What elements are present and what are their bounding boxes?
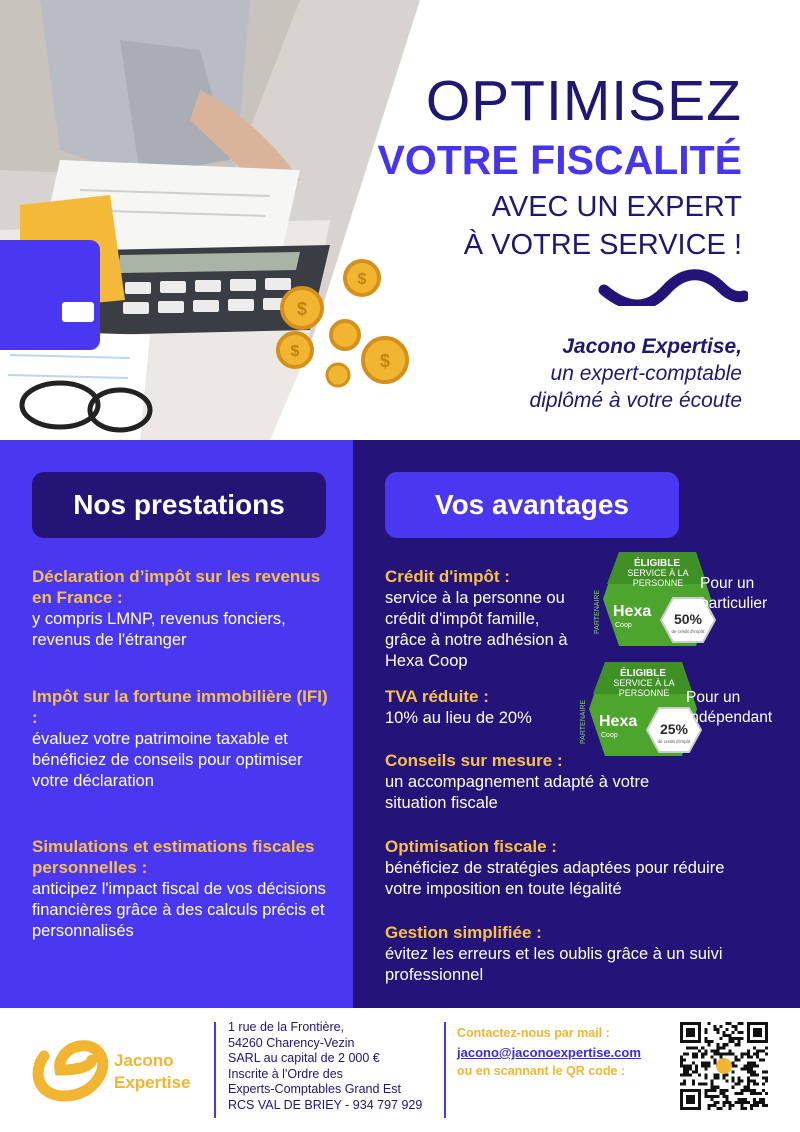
svg-text:$: $ [357,271,367,288]
divider [444,1022,446,1118]
badge-eligible: ÉLIGIBLE [619,668,667,679]
avantage-text: bénéficiez de stratégies adaptées pour réduire votre imposition en toute légalité [385,859,725,898]
svg-text:$: $ [379,351,391,371]
badge-hexa: Hexa [599,713,638,730]
tagline-line-3: diplômé à votre écoute [529,389,742,412]
badge-service: SERVICE À LA PERSONNE [613,678,675,698]
badge-partner: PARTENAIRE [580,699,587,744]
prestation-text: évaluez votre patrimoine taxable et bénéficiez de conseils pour optimiser votre déclaration [32,730,303,790]
avantage-text: service à la personne ou crédit d'impôt famille, grâce à notre adhésion à Hexa Coop [385,589,568,670]
logo-line-2: Expertise [114,1073,191,1092]
badge-label-line-2: Indépendant [686,709,773,726]
badge-label-line-2: particulier [700,595,768,612]
badge-coop: Coop [601,732,618,739]
avantage-text: un accompagnement adapté à votre situation fiscale [385,773,650,812]
tagline [530,333,742,414]
prestation-item [32,686,332,792]
badge-label-particulier [700,574,767,614]
headline-line-1: OPTIMISEZ [425,69,742,133]
avantage-item [385,566,580,672]
headline-line-2 [378,132,742,188]
avantages-column [353,440,800,1008]
wave-icon [598,266,748,306]
prestation-text: y compris LMNP, revenus fonciers, revenus de l'étranger [32,610,286,649]
avantage-title: TVA réduite : [385,687,489,706]
badge-credit: de crédit d'impôt [657,739,691,744]
headline-fiscalite: FISCALITÉ [530,137,742,183]
address-line: SARL au capital de 2 000 € [228,1051,380,1065]
headline-line-3: AVEC UN EXPERT [491,191,742,223]
logo-e-icon [30,1038,110,1102]
contact-label: Contactez-nous par mail : [457,1026,610,1040]
avantage-text: 10% au lieu de 20% [385,709,532,727]
badge-credit: de crédit d'impôt [671,629,705,634]
logo-line-1: Jacono [114,1051,174,1070]
prestation-title: Impôt sur la fortune immobilière (IFI) : [32,687,328,727]
address-line: Experts-Comptables Grand Est [228,1082,401,1096]
badge-hexa: Hexa [613,603,652,620]
address-line: 1 rue de la Frontière, [228,1020,345,1034]
badge-label-line-1: Pour un [700,575,755,592]
badge-label-line-1: Pour un [686,689,741,706]
prestation-item [32,566,332,651]
hero-section [0,0,800,440]
avantage-title: Crédit d'impôt : [385,567,510,586]
avantages-heading: Vos avantages [385,472,679,538]
prestations-column [0,440,353,1008]
address-line: Inscrite à l'Ordre des [228,1066,343,1081]
svg-text:$: $ [296,299,308,319]
avantage-title: Conseils sur mesure : [385,751,563,770]
badge-label-independant [686,688,772,728]
headline [378,70,742,264]
divider [214,1022,216,1118]
avantage-title: Gestion simplifiée : [385,923,542,942]
prestations-heading: Nos prestations [32,472,326,538]
tagline-line-2: un expert-comptable [550,362,742,385]
email-link[interactable]: jacono@jaconoexpertise.com [457,1045,641,1060]
prestation-title: Simulations et estimations fiscales personnelles : [32,837,315,877]
prestation-item [32,836,332,942]
avantage-title: Optimisation fiscale : [385,837,557,856]
qr-code-icon[interactable] [680,1022,768,1110]
headline-votre: VOTRE [377,137,519,183]
footer [0,1008,800,1132]
prestation-title: Déclaration d’impôt sur les revenus en France : [32,567,321,607]
badge-eligible: ÉLIGIBLE [633,558,681,569]
badge-percent: 50% [673,611,703,627]
svg-text:$: $ [290,343,300,360]
prestation-text: anticipez l'impact fiscal de vos décisions financières grâce à des calculs précis et personnalisés [32,880,326,940]
avantage-item [385,686,580,729]
address-line: RCS VAL DE BRIEY - 934 797 929 [228,1097,423,1112]
badge-partner: PARTENAIRE [594,589,601,634]
headline-line-4: À VOTRE SERVICE ! [463,229,742,261]
avantage-text: évitez les erreurs et les oublis grâce à un suivi professionnel [385,945,723,984]
address-block [228,1020,422,1113]
qr-label: ou en scannant le QR code : [457,1064,626,1078]
tagline-brand: Jacono Expertise, [562,335,742,358]
badge-percent: 25% [659,721,689,737]
avantage-item [385,922,765,986]
contact-block [457,1024,641,1081]
logo-text [114,1050,191,1094]
badge-service: SERVICE À LA PERSONNE [627,568,689,588]
address-line: 54260 Charency-Vezin [228,1035,355,1050]
badge-coop: Coop [615,622,632,629]
credit-card-icon [0,240,100,350]
avantage-item [385,836,765,900]
